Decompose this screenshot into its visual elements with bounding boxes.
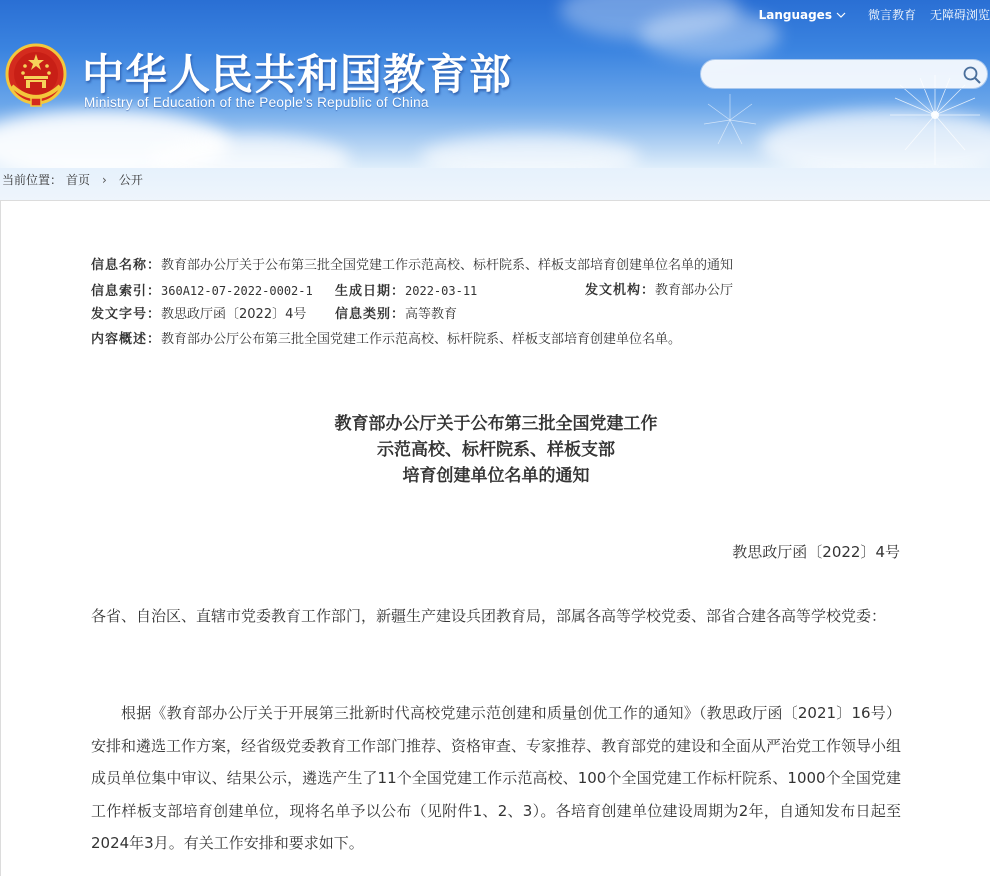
breadcrumb-separator: › xyxy=(102,173,107,187)
meta-category-label: 信息类别： xyxy=(335,307,406,322)
meta-index-value: 360A12-07-2022-0002-1 xyxy=(161,283,313,298)
accessibility-link[interactable]: 无障碍浏览 xyxy=(929,8,990,22)
breadcrumb-home-link[interactable]: 首页 xyxy=(66,173,91,187)
top-utility-bar xyxy=(759,6,990,23)
document-title xyxy=(1,411,990,489)
salutation-paragraph: 各省、自治区、直辖市党委教育工作部门，新疆生产建设兵团教育局，部属各高等学校党委、部省合建各高等学校党委： xyxy=(91,607,887,625)
languages-menu[interactable] xyxy=(759,8,846,22)
meta-row-docnum xyxy=(91,303,733,328)
languages-label: Languages xyxy=(758,7,832,22)
site-header xyxy=(0,0,990,168)
meta-docnum-label: 发文字号： xyxy=(91,307,162,322)
search-box xyxy=(700,59,988,89)
document-number: 教思政厅函〔2022〕4号 xyxy=(732,543,900,561)
meta-issuer-label: 发文机构： xyxy=(585,282,656,298)
document-title-line: 培育创建单位名单的通知 xyxy=(402,466,590,486)
meta-date-value: 2022-03-11 xyxy=(405,283,478,298)
site-title-en: Ministry of Education of the People's Republic of China xyxy=(84,95,429,110)
breadcrumb xyxy=(0,168,990,200)
search-input[interactable] xyxy=(715,64,955,86)
document-title-line: 教育部办公厅关于公布第三批全国党建工作 xyxy=(334,414,658,434)
meta-row-name xyxy=(91,254,733,279)
meta-name-label: 信息名称： xyxy=(91,258,162,273)
meta-summary-label: 内容概述： xyxy=(91,331,162,347)
body-paragraph: 根据《教育部办公厅关于开展第三批新时代高校党建示范创建和质量创优工作的通知》（教思政厅函〔2021〕16号）安排和遴选工作方案，经省级党委教育工作部门推荐、资格审查、专家推荐、教育部党的建设和全面从严治党工作领导小组成员单位集中审议、结果公示，遴选产生了11个全国党建工作示范高校、100个全国党建工作标杆院系、1000个全国党建工作样板支部培育创建单位，现将名单予以公布（见附件1、2、3）。各培育创建单位建设周期为2年，自通知发布日起至2024年3月。有关工作安排和要求如下。 xyxy=(91,704,902,852)
document-title-line: 示范高校、标杆院系、样板支部 xyxy=(377,440,615,460)
meta-name-value: 教育部办公厅关于公布第三批全国党建工作示范高校、标杆院系、样板支部培育创建单位名单的通知 xyxy=(161,258,734,273)
cloud-decoration xyxy=(420,135,640,168)
weibo-link[interactable]: 微言教育 xyxy=(867,8,916,22)
meta-docnum-value: 教思政厅函〔2022〕4号 xyxy=(161,307,307,322)
info-metadata xyxy=(91,254,733,352)
meta-summary-value: 教育部办公厅公布第三批全国党建工作示范高校、标杆院系、样板支部培育创建单位名单。 xyxy=(161,331,682,347)
article-container xyxy=(0,200,990,876)
meta-date-label: 生成日期： xyxy=(335,283,406,299)
meta-row-summary xyxy=(91,328,733,353)
meta-issuer-value: 教育部办公厅 xyxy=(655,282,734,298)
search-icon[interactable] xyxy=(961,64,983,86)
national-emblem-icon xyxy=(4,42,68,112)
meta-index-label: 信息索引： xyxy=(91,283,162,299)
meta-row-index xyxy=(91,279,733,304)
meta-category-value: 高等教育 xyxy=(405,307,458,322)
site-title-cn[interactable]: 中华人民共和国教育部 xyxy=(82,50,513,99)
breadcrumb-prefix: 当前位置： xyxy=(2,173,63,187)
chevron-down-icon xyxy=(836,12,846,18)
breadcrumb-current[interactable]: 公开 xyxy=(118,173,143,187)
dandelion-decoration xyxy=(700,90,760,150)
